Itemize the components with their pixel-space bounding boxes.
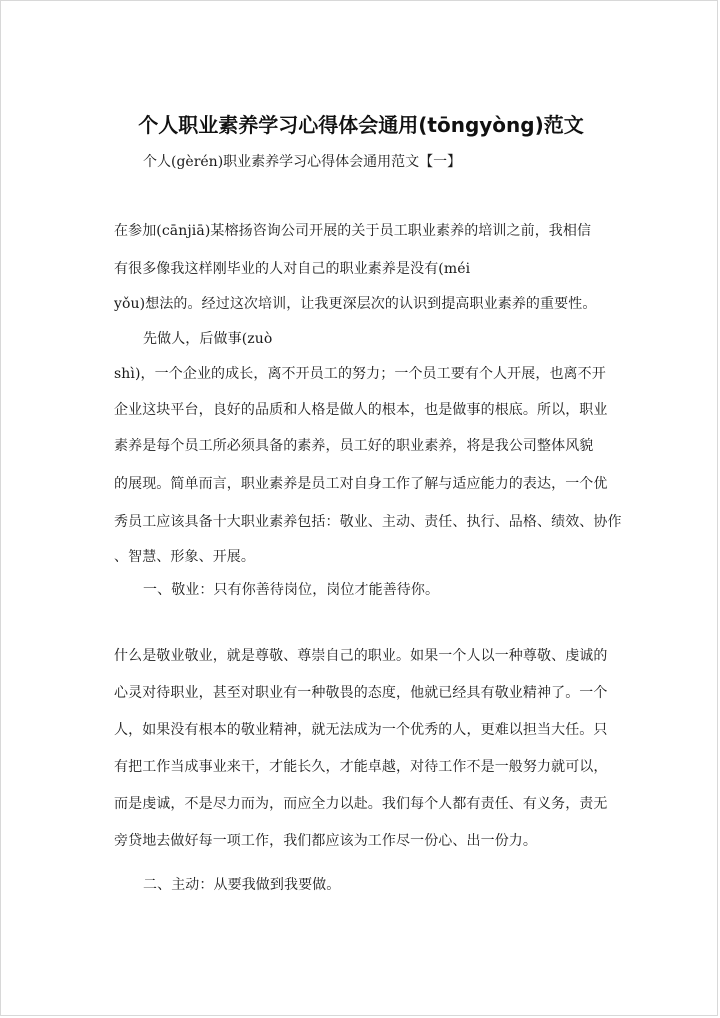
paragraph-line: 旁贷地去做好每一项工作，我们都应该为工作尽一份心、出一份力。 [114,833,537,849]
paragraph-line: 、智慧、形象、开展。 [114,549,255,565]
paragraph-line: 人，如果没有根本的敬业精神，就无法成为一个优秀的人，更难以担当大任。只 [114,722,608,738]
paragraph-line: 秀员工应该具备十大职业素养包括：敬业、主动、责任、执行、品格、绩效、协作 [114,514,622,530]
paragraph-line: 的展现。简单而言，职业素养是员工对自身工作了解与适应能力的表达，一个优 [114,476,608,492]
paragraph-line: shì)，一个企业的成长，离不开员工的努力；一个员工要有个人开展，也离不开 [114,366,606,382]
section-heading: 一、敬业：只有你善待岗位，岗位才能善待你。 [143,582,440,598]
paragraph-line: yǒu)想法的。经过这次培训，让我更深层次的认识到提高职业素养的重要性。 [114,296,597,312]
paragraph-line: 什么是敬业敬业，就是尊敬、尊崇自己的职业。如果一个人以一种尊敬、虔诚的 [114,648,608,664]
paragraph-line: 有把工作当成事业来干，才能长久，才能卓越，对待工作不是一般努力就可以， [114,759,608,775]
paragraph-line: 素养是每个员工所必须具备的素养，员工好的职业素养，将是我公司整体风貌 [114,438,594,454]
paragraph-line: 先做人，后做事(zuò [143,331,273,347]
paragraph-line: 在参加(cānjiā)某榕扬咨询公司开展的关于员工职业素养的培训之前，我相信 [114,223,592,239]
paragraph-line: 心灵对待职业，甚至对职业有一种敬畏的态度，他就已经具有敬业精神了。一个 [114,685,608,701]
document-subtitle: 个人(gèrén)职业素养学习心得体会通用范文【一】 [143,154,462,170]
section-heading: 二、主动：从要我做到我要做。 [143,877,341,893]
document-title: 个人职业素养学习心得体会通用(tōngyòng)范文 [138,113,584,137]
paragraph-line: 而是虔诚，不是尽力而为，而应全力以赴。我们每个人都有责任、有义务，责无 [114,796,608,812]
paragraph-line: 有很多像我这样刚毕业的人对自己的职业素养是没有(méi [114,261,471,277]
paragraph-line: 企业这块平台，良好的品质和人格是做人的根本，也是做事的根底。所以，职业 [114,402,608,418]
